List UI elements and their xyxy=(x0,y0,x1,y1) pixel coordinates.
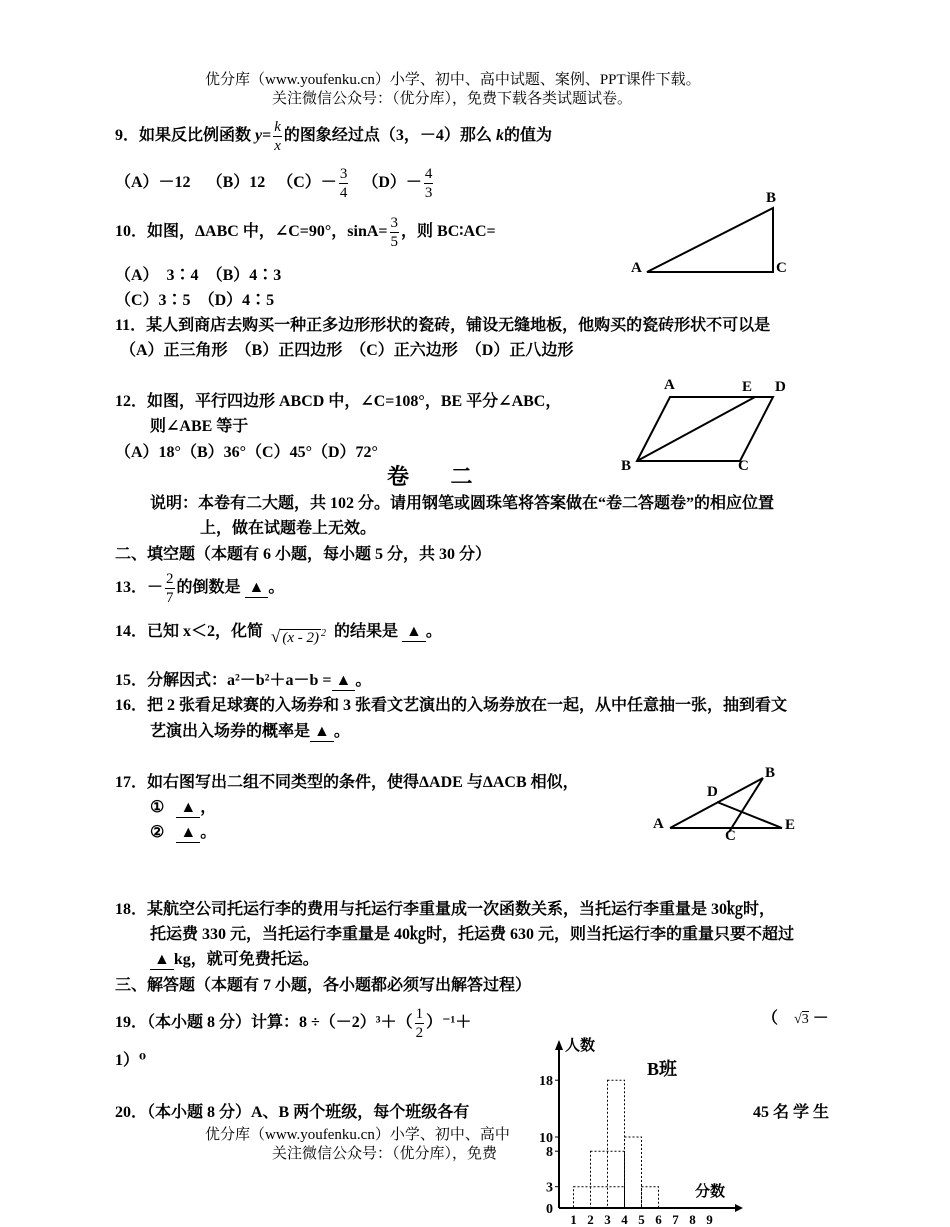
answer-blank: ▲ xyxy=(176,824,200,843)
question-17-item-1: ① ▲ ， xyxy=(150,799,217,816)
question-11-options: （A）正三角形 （B）正四边形 （C）正六边形 （D）正八边形 xyxy=(120,342,574,359)
question-20-right: 45 名 学 生 xyxy=(753,1104,830,1121)
svg-text:B: B xyxy=(766,190,777,206)
question-10-options-2: （C）3∶5 （D）4∶5 xyxy=(115,292,275,309)
question-10: 10．如图，ΔABC 中，∠C=90°，sinA= $\frac{3}{5}$ ，则 BC∶AC= xyxy=(115,215,496,250)
question-18-line-2: 托运费 330 元，当托运行李重量是 40㎏时，托运费 630 元，则当托运行李的重量只要不超过 xyxy=(150,926,795,943)
section-2-note-1: 说明：本卷有二大题，共 102 分。请用钢笔或圆珠笔将答案做在“卷二答题卷”的相应位置 xyxy=(150,495,775,512)
answer-blank: ▲ xyxy=(176,799,200,818)
x-tick-label: 9 xyxy=(706,1212,713,1227)
question-19-line-2: 1）⁰ xyxy=(115,1052,147,1069)
question-15: 15．分解因式：a²－b²＋a－b = ▲ 。 xyxy=(115,672,372,689)
y-tick-label: 10 xyxy=(539,1131,553,1146)
x-tick-label: 4 xyxy=(621,1212,628,1227)
section-2-title: 卷 二 xyxy=(387,464,491,489)
svg-text:D: D xyxy=(775,379,786,395)
question-20: 20．（本小题 8 分）A、B 两个班级，每个班级各有 xyxy=(115,1104,470,1121)
svg-text:E: E xyxy=(785,817,796,833)
question-12-line-2: 则∠ABE 等于 xyxy=(150,418,249,435)
question-16-line-2: 艺演出入场券的概率是 ▲ 。 xyxy=(150,723,350,740)
question-19-right: （ √3 － xyxy=(762,1010,829,1027)
x-axis-arrow xyxy=(735,1204,743,1212)
histogram-bar-3 xyxy=(608,1080,625,1208)
question-17-item-2: ② ▲ 。 xyxy=(150,824,217,841)
question-11: 11．某人到商店去购买一种正多边形形状的瓷砖，铺设无缝地板，他购买的瓷砖形状不可以是 xyxy=(115,317,771,334)
histogram-bar-5 xyxy=(642,1187,659,1208)
section-2-note-2: 上，做在试题卷上无效。 xyxy=(200,520,377,537)
parallelogram-figure xyxy=(615,372,795,477)
svg-text:C: C xyxy=(776,260,787,276)
answer-section-heading: 三、解答题（本题有 7 小题，各小题都必须写出解答过程） xyxy=(115,977,532,994)
svg-text:A: A xyxy=(631,260,642,276)
question-12-line-1: 12．如图，平行四边形 ABCD 中，∠C=108°，BE 平分∠ABC， xyxy=(115,393,562,410)
y-axis-label: 人数 xyxy=(565,1038,596,1054)
chart-title: B班 xyxy=(647,1059,678,1079)
x-tick-label: 8 xyxy=(689,1212,696,1227)
histogram-bar-2 xyxy=(591,1151,625,1208)
fill-in-heading: 二、填空题（本题有 6 小题，每小题 5 分，共 30 分） xyxy=(115,546,492,563)
x-axis-label: 分数 xyxy=(695,1184,726,1200)
svg-text:B: B xyxy=(765,765,776,781)
triangle-abc-figure xyxy=(625,185,795,285)
question-9-options: （A）－12 （B）12 （C）－ $\frac{3}{4}$ （D）－ $\frac{4}{3}$ xyxy=(115,166,433,201)
x-tick-label: 7 xyxy=(672,1212,679,1227)
question-13: 13．－ $\frac{2}{7}$ 的倒数是 ▲ 。 xyxy=(115,571,285,606)
question-17: 17．如右图写出二组不同类型的条件，使得ΔADE 与ΔACB 相似， xyxy=(115,774,579,791)
y-tick-label: 8 xyxy=(546,1145,553,1161)
svg-text:C: C xyxy=(738,458,749,474)
svg-text:D: D xyxy=(707,784,718,800)
y-tick-label: 18 xyxy=(539,1074,553,1090)
question-18-line-3: ▲ kg，就可免费托运。 xyxy=(150,946,319,970)
x-tick-label: 2 xyxy=(587,1212,594,1227)
x-tick-label: 3 xyxy=(604,1212,611,1227)
similar-triangles-figure xyxy=(645,760,805,850)
svg-text:E: E xyxy=(742,379,753,395)
answer-blank: ▲ xyxy=(402,623,426,642)
question-18-line-1: 18．某航空公司托运行李的费用与托运行李重量成一次函数关系，当托运行李重量是 30㎏时， xyxy=(115,901,776,918)
x-tick-label: 5 xyxy=(638,1212,645,1227)
question-12-options: （A）18°（B）36°（C）45°（D）72° xyxy=(115,444,378,461)
answer-blank: ▲ xyxy=(332,672,356,691)
question-16-line-1: 16．把 2 张看足球赛的入场券和 3 张看文艺演出的入场券放在一起，从中任意抽一张，抽到看文 xyxy=(115,697,788,714)
question-9: 9．如果反比例函数 y= $\frac{k}{x}$ 的图象经过点（3，－4）那么 k的值为 xyxy=(115,119,552,154)
question-19: 19．（本小题 8 分）计算：8 ÷（－2）³＋（ $\frac{1}{2}$ ）⁻¹＋ xyxy=(115,1006,472,1041)
y-tick-label: 3 xyxy=(546,1180,553,1196)
svg-text:C: C xyxy=(725,828,736,844)
question-14: 14．已知 x＜2，化简 √ (x - 2) $^2$ 的结果是 ▲ 。 xyxy=(115,623,442,646)
header-line-1: 优分库（www.youfenku.cn）小学、初中、高中试题、案例、PPT课件下载。 xyxy=(205,72,701,88)
x-tick-label: 1 xyxy=(570,1212,577,1227)
footer-line-1: 优分库（www.youfenku.cn）小学、初中、高中 xyxy=(205,1127,510,1143)
svg-text:A: A xyxy=(664,377,675,393)
histogram-bar-4 xyxy=(625,1137,642,1208)
x-tick-label: 6 xyxy=(655,1212,662,1227)
y-axis-arrow xyxy=(555,1040,563,1050)
question-10-options-1: （A） 3∶4 （B）4∶3 xyxy=(115,267,282,284)
answer-blank: ▲ xyxy=(245,579,269,598)
answer-blank: ▲ xyxy=(310,723,334,742)
y-tick-label: 0 xyxy=(546,1202,553,1217)
histogram-bar-1 xyxy=(574,1187,625,1208)
answer-blank: ▲ xyxy=(150,951,174,970)
svg-text:A: A xyxy=(653,816,664,832)
svg-text:B: B xyxy=(621,458,632,474)
class-b-histogram xyxy=(525,1030,750,1227)
footer-line-2: 关注微信公众号：（优分库），免费 xyxy=(272,1146,498,1162)
header-line-2: 关注微信公众号：（优分库），免费下载各类试题试卷。 xyxy=(272,91,633,107)
